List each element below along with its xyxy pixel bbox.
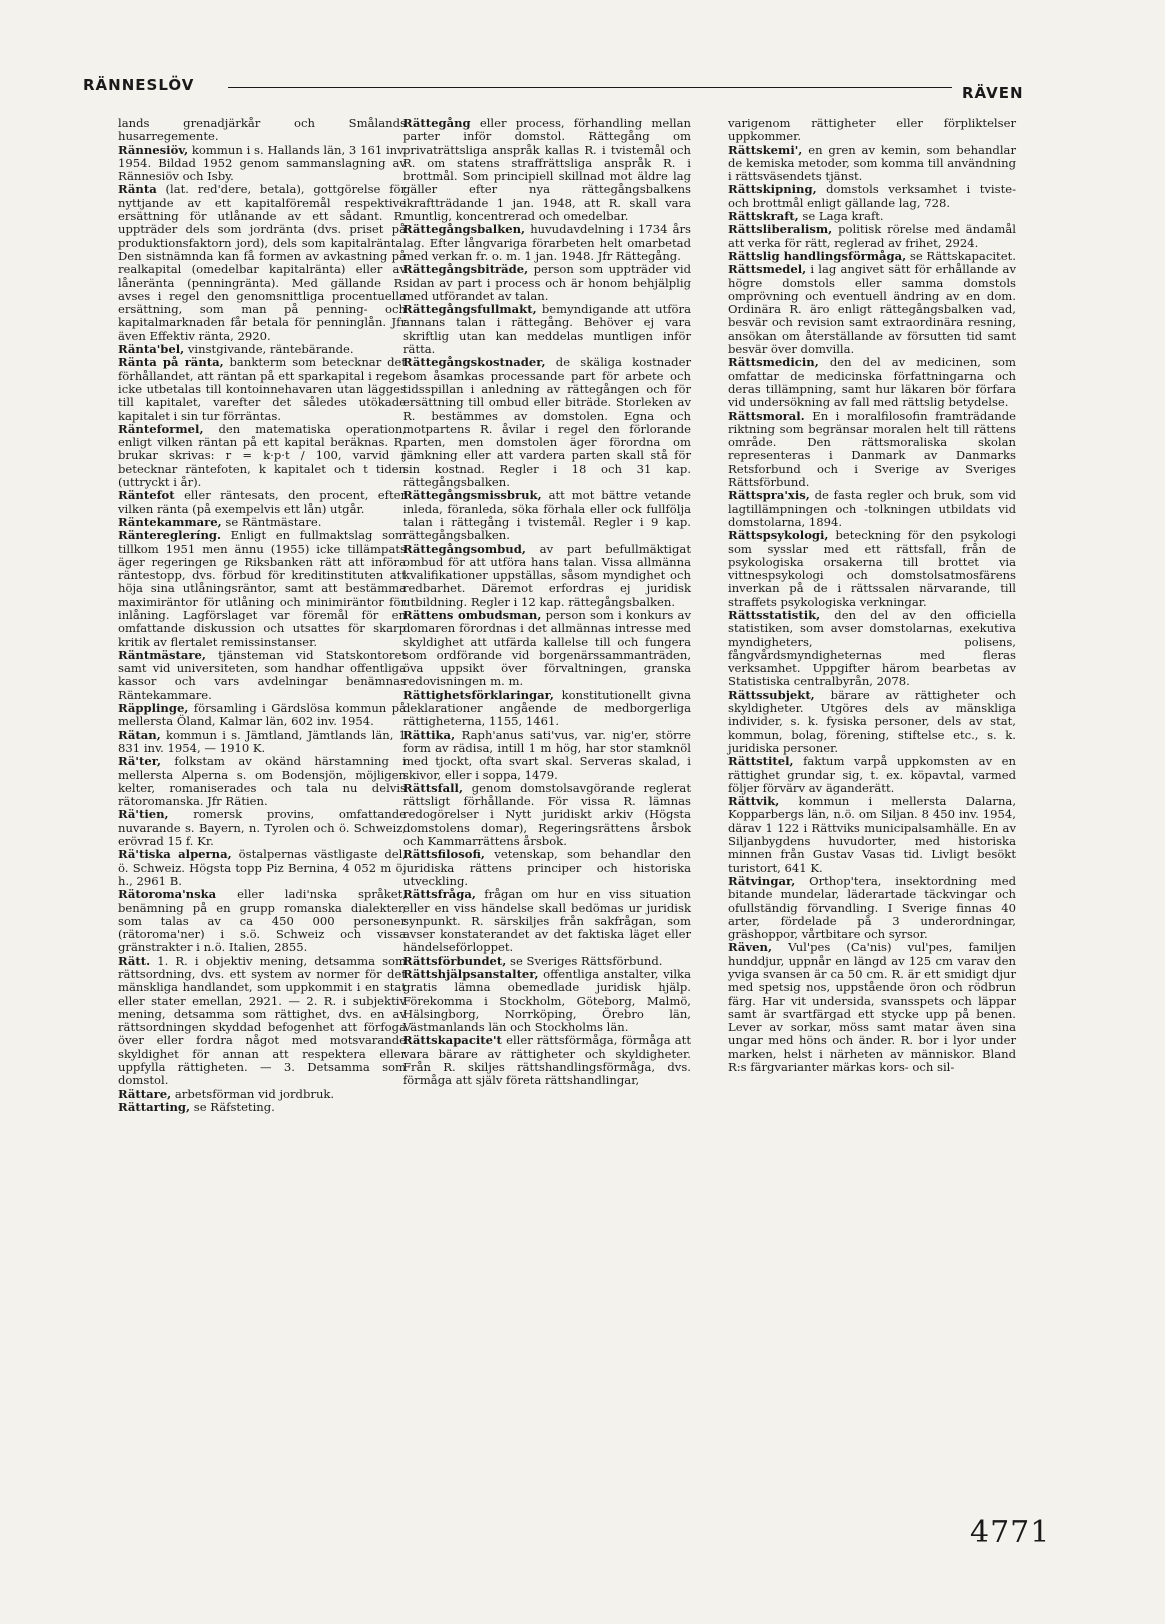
dictionary-entry xyxy=(118,755,406,808)
entry-text: bärare av rättigheter och skyldigheter. Utgöres dels av mänskliga individer, s. k. fysiska personer, dels av stat, kommun, bolag, förening, stiftelse etc., s. k. juridiska personer. xyxy=(728,687,1016,755)
entry-text: eller rättsförmåga, förmåga att vara bärare av rättigheter och skyldigheter. Från R. skiljes rättshandlingsförmåga, dvs. förmåga att själv företa rättshandlingar, xyxy=(403,1033,692,1088)
dictionary-entry xyxy=(728,117,1016,144)
entry-text: den del av medicinen, som omfattar de medicinska författningarna och deras tillämpning, samt hur läkaren bör förfara vid undersökning av fall med rättslig betydelse. xyxy=(728,355,1016,410)
entry-text: (lat. red'dere, betala), gottgörelse för nyttjande av ett kapitalföremål respektive ersättning för utlånande av ett sådant. R. uppträder dels som jordränta (dvs. priset på produktionsfaktorn jord), dels som kapitalränta. Den sistnämnda kan få formen av avkastning på realkapital (omedelbar kapitalränta) eller av lånеränta (penningränta). Med gällande R. avses i regel den genomsnittliga procentuella ersättning, som man på penning- och kapitalmarknaden får betala för penninglån. Jfr även Effektiv ränta, 2920. xyxy=(118,182,407,343)
entry-text: se Räntmästare. xyxy=(225,514,322,529)
entry-text: politisk rörelse med ändamål att verka för rätt, reglerad av frihet, 2924. xyxy=(728,222,1017,250)
entry-text: konstitutionellt givna deklarationer angående de medborgerliga rättigheterna, 1155, 1461. xyxy=(403,687,691,729)
entry-text: romersk provins, omfattande nuvarande s. Bayern, n. Tyrolen och ö. Schweiz, erövrad 15 f. Kr. xyxy=(118,807,406,849)
column-3 xyxy=(728,117,1016,1074)
entry-text: se Laga kraft. xyxy=(802,209,884,224)
entry-text: eller ladi'nska språket, benämning på en grupp romanska dialekter, som talas av ca 450 000 personer (rätoroma'ner) i s.ö. Schweiz och vissa gränstrakter i n.ö. Italien, 2855. xyxy=(118,887,407,955)
entry-text: bemyndigande att utföra annans talan i rättegång. Behöver ej vara skriftlig utan kan meddelas muntligen inför rätta. xyxy=(403,302,691,357)
entry-text: huvudavdelning i 1734 års lag. Efter långvariga förarbeten helt omarbetad med verkan fr. o. m. 1 jan. 1948. Jfr Rättegång. xyxy=(403,222,692,263)
header-rule xyxy=(228,87,952,88)
entry-term: Rättspra'xis, xyxy=(728,488,810,503)
entry-term: Rättika, xyxy=(403,727,456,742)
dictionary-entry xyxy=(403,888,691,954)
entry-term: Rättskraft, xyxy=(728,209,799,224)
entry-text: vinstgivande, räntebärande. xyxy=(187,342,354,357)
entry-text: i lag angivet sätt för erhållande av högre domstols eller samma domstols omprövning och eventuell ändring av en dom. Ordinära R. äro enligt rättegångsbalken vad, besvär och revision samt extraordinära resning, ansökan om återställande av försutten tid samt besvär över domvilla. xyxy=(728,262,1016,357)
entry-term: Rättsliberalism, xyxy=(728,222,833,237)
entry-term: Räven, xyxy=(728,940,772,955)
dictionary-entry xyxy=(118,423,406,489)
dictionary-entry xyxy=(728,144,1016,184)
dictionary-entry xyxy=(118,343,406,356)
dictionary-entry xyxy=(118,529,406,649)
entry-term: Rättssubjekt, xyxy=(728,687,815,702)
entry-text: se Räfsteting. xyxy=(193,1099,275,1114)
entry-text: de skäliga kostnader som åsamkas processande part för arbete och tidsspillan i anledning av rättegången och för ersättning till ombud eller biträde. Storleken av R. bestämmes av domstolen. Egna och motpartens R. åvilar i regel den förlorande parten, men domstolen äger förordna om jämkning eller att vardera parten skall stå för sin kostnad. Regler i 18 och 31 kap. rättegångsbalken. xyxy=(403,355,691,490)
entry-term: Rättegångsbiträde, xyxy=(403,262,529,277)
dictionary-entry xyxy=(728,356,1016,409)
entry-text: tjänsteman vid Statskontoret samt vid universiteten, som handhar offentliga kassor och vars avdelningar benämnas Räntekammare. xyxy=(118,647,406,702)
dictionary-entry xyxy=(728,755,1016,795)
entry-term: Rättegångsombud, xyxy=(403,541,526,556)
dictionary-entry xyxy=(118,808,406,848)
entry-term: Rätvingar, xyxy=(728,873,796,888)
entry-term: Rättens ombudsman, xyxy=(403,607,542,622)
entry-text: 1. R. i objektiv mening, detsamma som rättsordning, dvs. ett system av normer för det mänskliga handlandet, som uppkommit i en stat eller stater emellan, 2921. — 2. R. i subjektiv mening, detsamma som rättighet, dvs. en av rättsordningen skyddad befogenhet att förfoga över eller fordra något med motsvarande skyldighet för annan att respektera eller uppfylla rättigheten. — 3. Detsamma som domstol. xyxy=(118,953,407,1088)
dictionary-entry xyxy=(403,782,691,848)
entry-text: En i moralfilosofin framträdande riktning som begränsar moralen helt till rättens område. Den rättsmoraliska skolan representeras i Danmark av Danmarks Retsforbund och i Sverige av Sveriges Rättsförbund. xyxy=(728,408,1016,490)
dictionary-entry xyxy=(118,702,406,729)
dictionary-entry xyxy=(403,609,691,689)
dictionary-entry xyxy=(728,529,1016,609)
entry-term: Räpplinge, xyxy=(118,701,189,716)
entry-text: frågan om hur en viss situation eller en viss händelse skall bedömas ur juridisk synpunkt. R. särskiljes från sakfrågan, som avser konstaterandet av det faktiska läget eller händelseförloppet. xyxy=(403,887,692,955)
dictionary-entry xyxy=(728,210,1016,223)
entry-term: Rättskipning, xyxy=(728,182,817,197)
entry-term: Räntmästare, xyxy=(118,647,206,662)
entry-text: person som uppträder vid sidan av part i process och är honom behjälplig med utförandet av talan. xyxy=(403,262,691,303)
entry-term: Ränteregleríng. xyxy=(118,528,222,543)
dictionary-entry xyxy=(728,795,1016,875)
entry-text: av part befullmäktigat ombud för att utföra hans talan. Vissa allmänna kvalifikationer uppställas, såsom myndighet och redbarhet. Däremot erfordras ej juridisk utbildning. Regler i 12 kap. rättegångsbalken. xyxy=(403,541,691,609)
entry-term: Rättegångsmissbruk, xyxy=(403,488,542,503)
dictionary-entry xyxy=(728,689,1016,755)
entry-term: Rätan, xyxy=(118,727,161,742)
entry-term: Rättsmedel, xyxy=(728,262,807,277)
entry-term: Rättskemi', xyxy=(728,142,803,157)
dictionary-entry xyxy=(118,1088,406,1101)
entry-text: person som i konkurs av domaren förordnas i det allmännas intresse med skyldighet att utfärda kallelse till och fungera som ordförande vid borgenärssammanträden, öva uppsikt över förvaltningen, granska redovisningen m. m. xyxy=(403,607,691,689)
entry-term: Rättarting, xyxy=(118,1099,191,1114)
entry-text: att mot bättre vetande inleda, föranleda, söka förhala eller ock fullfölja talan i rättegång i tvistemål. Regler i 9 kap. rättegångsbalken. xyxy=(403,488,691,543)
entry-text: faktum varpå uppkomsten av en rättighet grundar sig, t. ex. köpavtal, varmed följer förvärv av äganderätt. xyxy=(728,754,1017,795)
dictionary-entry xyxy=(118,729,406,756)
entry-term: Räntekammare, xyxy=(118,514,222,529)
dictionary-entry xyxy=(118,848,406,888)
entry-term: Rättshjälpsanstalter, xyxy=(403,967,539,981)
dictionary-entry xyxy=(403,223,691,263)
dictionary-entry xyxy=(118,117,406,144)
dictionary-entry xyxy=(118,649,406,702)
dictionary-entry xyxy=(118,516,406,529)
dictionary-entry xyxy=(118,888,406,954)
entry-term: Rättsfall, xyxy=(403,780,463,795)
entry-term: Rättegång xyxy=(403,116,471,130)
entry-term: Rätt. xyxy=(118,953,151,968)
dictionary-entry xyxy=(728,410,1016,490)
dictionary-entry xyxy=(118,1101,406,1114)
entry-term: Rättsmoral. xyxy=(728,408,805,423)
entry-text: genom domstolsavgörande reglerat rättsligt förhållande. För vissa R. lämnas redogörelser i Nytt juridiskt arkiv (Högsta domstolens domar), Regeringsrättens årsbok och Kammarrättens årsbok. xyxy=(403,780,691,849)
entry-text: Enligt en fullmaktslag som tillkom 1951 men ännu (1955) icke tillämpats äger regeringen ge Riksbanken rätt att införa räntestopp, dvs. förbud för kreditinstituten att höja sina utlåningsräntor, samt att bestämma maximiräntor för utlåning och minimiräntor för inlåning. Lagförslaget var föremål för en omfattande diskussion och utsattes för skarp kritik av flertalet remissinstanser. xyxy=(118,528,406,649)
entry-term: Rättsmedicin, xyxy=(728,355,819,370)
entry-text: domstols verksamhet i tviste- och brottmål enligt gällande lag, 728. xyxy=(728,182,1017,210)
dictionary-entry xyxy=(403,848,691,888)
entry-term: Rä'ter, xyxy=(118,754,161,769)
entry-term: Ränta'bel, xyxy=(118,342,185,357)
entry-text: vetenskap, som behandlar den juridiska rättens principer och historiska utveckling. xyxy=(403,847,692,888)
entry-term: Räntefot xyxy=(118,488,175,503)
dictionary-entry xyxy=(403,1034,691,1087)
entry-text: en gren av kemin, som behandlar de kemiska metoder, som komma till användning i rättsväsendets tjänst. xyxy=(728,142,1017,184)
dictionary-entry xyxy=(728,875,1016,941)
dictionary-entry xyxy=(403,543,691,609)
dictionary-entry xyxy=(403,689,691,729)
entry-term: Rättstitel, xyxy=(728,754,794,769)
entry-text: kommun i s. Jämtland, Jämtlands län, 1 831 inv. 1954, — 1910 K. xyxy=(118,727,407,755)
entry-text: den del av den officiella statistiken, som avser domstolarnas, exekutiva myndigheters, polisens, fångvårdsmyndigheternas med fleras verksamhet. Uppgifter härom bearbetas av Statistiska centralbyrån, 2078. xyxy=(728,607,1017,689)
entry-term: Ränteformel, xyxy=(118,421,204,436)
dictionary-entry xyxy=(728,223,1016,250)
entry-text: eller räntesats, den procent, efter vilken ränta (på exempelvis ett lån) utgår. xyxy=(118,488,407,516)
dictionary-entry xyxy=(403,303,691,356)
dictionary-entry xyxy=(403,356,691,489)
dictionary-entry xyxy=(403,117,691,223)
entry-term: Rä'tien, xyxy=(118,807,169,822)
entry-text: se Rättskapacitet. xyxy=(909,248,1016,263)
entry-term: Rättsstatistik, xyxy=(728,607,821,622)
entry-term: Rättegångsfullmakt, xyxy=(403,302,537,317)
entry-text: kommun i s. Hallands län, 3 161 inv. 1954. Bildad 1952 genom sammanslagning av Rännesiöv och Isby. xyxy=(118,142,406,184)
dictionary-entry xyxy=(728,609,1016,689)
entry-term: Rättsförbundet, xyxy=(403,953,507,968)
entry-text: de fasta regler och bruk, som vid lagtillämpningen och -tolkningen utbildats vid domstolarna, 1894. xyxy=(728,488,1016,529)
entry-text: beteckning för den psykologi som sysslar med ett rättsfall, från de psykologiska orsakerna till brottet via vittnespsykologi och domstolsatmosfärens inverkan på de i rättssalen närvarande, till straffets psykologiska verkningar. xyxy=(728,528,1017,609)
entry-text: kommun i mellersta Dalarna, Kopparbergs län, n.ö. om Siljan. 8 450 inv. 1954, därav 1 122 i Rättviks municipalsamhälle. En av Siljanbygdens huvudorter, med historiska minnen från Gustav Vasas tid. Livligt besökt turistort, 641 K. xyxy=(728,794,1017,875)
dictionary-entry xyxy=(118,144,406,184)
dictionary-entry xyxy=(118,183,406,343)
dictionary-entry xyxy=(403,489,691,542)
entry-text: östalpernas västligaste del, ö. Schweiz. Högsta topp Piz Bernina, 4 052 m ö. h., 2961 B. xyxy=(118,847,406,888)
dictionary-entry xyxy=(728,250,1016,263)
dictionary-entry xyxy=(118,955,406,1088)
dictionary-entry xyxy=(403,263,691,303)
entry-text: församling i Gärdslösa kommun på mellersta Öland, Kalmar län, 602 inv. 1954. xyxy=(118,701,406,729)
dictionary-entry xyxy=(728,183,1016,210)
entry-text: Orthop'tera, insektordning med bitande mundelar, läderartade täckvingar och ofullständig förvandling. I Sverige finnas 40 arter, fördelade på 3 underordningar, gräshoppor, vårtbitare och syrsor. xyxy=(728,873,1017,942)
entry-term: Rännesiöv, xyxy=(118,142,189,157)
entry-term: Rättegångsbalken, xyxy=(403,222,526,237)
running-head-right: RÄVEN xyxy=(962,84,1024,102)
entry-term: Ränta på ränta, xyxy=(118,355,224,370)
dictionary-entry xyxy=(118,356,406,422)
entry-text: folkstam av okänd härstamning i mellersta Alperna s. om Bodensjön, möjligen kelter, romaniserades och tala nu delvis rätoromanska. Jfr Rätien. xyxy=(118,754,406,809)
entry-term: Rättegångskostnader, xyxy=(403,355,546,370)
entry-term: Rättskapacite't xyxy=(403,1033,502,1048)
entry-term: Rättsfilosofi, xyxy=(403,847,485,862)
entry-term: Rättare, xyxy=(118,1086,172,1101)
entry-text: Vul'pes (Ca'nis) vul'pes, familjen hunddjur, uppnår en längd av 125 cm varav den yviga svansen är ca 50 cm. R. är ett smidigt djur med spetsig nos, uppstående öron och rödbrun färg. Har vit undersida, svansspets och läppar samt är svartfärgad ett stycke upp på benen. Lever av sorkar, möss samt matar även sina ungar med höns och änder. R. bor i lyor under marken, helst i närheten av människor. Bland R:s färgvarianter märkas kors- och sil- xyxy=(728,940,1017,1075)
entry-text: Raph'anus sati'vus, var. nig'er, större form av rädisa, intill 1 m hög, har stor stamknöl med tjockt, ofta svart skal. Serveras skalad, i skivor, eller i soppa, 1479. xyxy=(403,727,691,782)
column-1 xyxy=(118,117,406,1114)
page-number: 4771 xyxy=(970,1515,1051,1550)
entry-term: Rättsfråga, xyxy=(403,887,476,902)
dictionary-entry xyxy=(728,263,1016,356)
entry-text: eller process, förhandling mellan parter inför domstol. Rättegång om privaträttsliga anspråk kallas R. i tvistemål och R. om statens straffrättsliga anspråk R. i brottmål. Som principiell skillnad mot äldre lag gäller efter nya rättegångsbalkens ikraftträdande 1 jan. 1948, att R. skall vara muntlig, koncentrerad och omedelbar. xyxy=(403,116,691,224)
dictionary-entry xyxy=(403,968,691,1034)
dictionary-entry xyxy=(728,489,1016,529)
entry-term: Rä'tiska alperna, xyxy=(118,847,232,862)
entry-text: offentliga anstalter, vilka gratis lämna obemedlade juridisk hjälp. Förekomma i Stockholm, Göteborg, Malmö, Hälsingborg, Norrköping, Örebro län, Västmanlands län och Stockholms län. xyxy=(403,967,691,1035)
entry-term: Rätoroma'nska xyxy=(118,887,217,902)
dictionary-entry xyxy=(403,955,691,968)
dictionary-entry xyxy=(728,941,1016,1074)
entry-term: Rättspsykologi, xyxy=(728,528,829,543)
entry-text: lands grenadjärkår och Smålands husarregemente. xyxy=(118,116,406,144)
entry-term: Rättslig handlingsförmåga, xyxy=(728,248,907,263)
entry-text: se Sveriges Rättsförbund. xyxy=(510,953,663,968)
entry-text: varigenom rättigheter eller förpliktelser uppkommer. xyxy=(728,116,1016,144)
entry-term: Rättighetsförklaringar, xyxy=(403,687,554,702)
dictionary-entry xyxy=(118,489,406,516)
running-head-left: RÄNNESLÖV xyxy=(83,76,195,94)
column-2 xyxy=(403,117,691,1088)
entry-text: den matematiska operation, enligt vilken räntan på ett kapital beräknas. R. brukar skrivas: r = k·p·t / 100, varvid r betecknar räntefoten, k kapitalet och t tiden (uttryckt i år). xyxy=(118,421,406,490)
entry-term: Rättvik, xyxy=(728,794,780,809)
entry-text: bankterm som betecknar det förhållandet, att räntan på ett sparkapital i regel icke utbetalas till kontoinnehavaren utan lägges till kapitalet, varefter det således utökade kapitalet i sin tur förräntas. xyxy=(118,355,407,423)
dictionary-entry xyxy=(403,729,691,782)
entry-text: arbetsförman vid jordbruk. xyxy=(174,1086,335,1101)
entry-term: Ränta xyxy=(118,182,157,197)
